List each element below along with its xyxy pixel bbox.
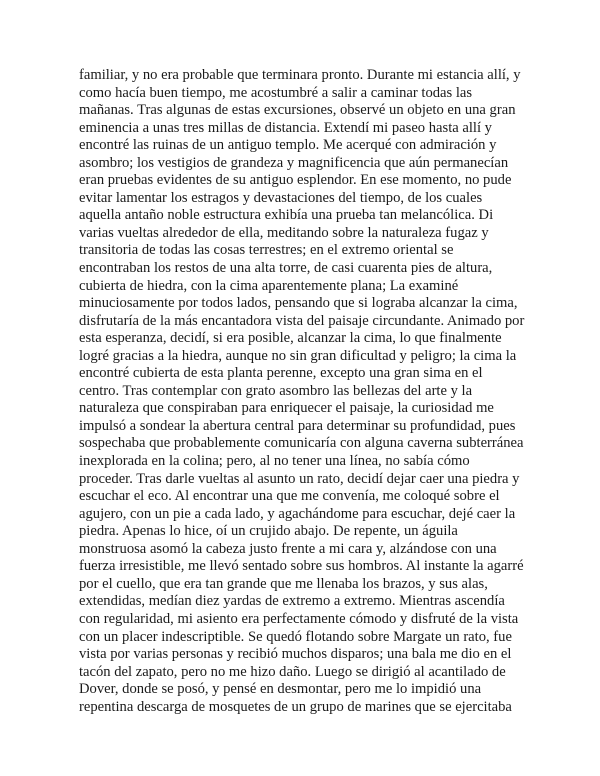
text-line: con regularidad, mi asiento era perfectamente cómodo y disfruté de la vista	[79, 610, 519, 627]
text-line: encontré las ruinas de un antiguo templo. Me acerqué con admiración y	[79, 137, 497, 154]
text-line: agujero, con un pie a cada lado, y agachándome para escuchar, dejé caer la	[79, 505, 516, 522]
text-line: naturaleza que conspiraban para enriquecer el paisaje, la curiosidad me	[79, 400, 494, 417]
text-line: logré gracias a la hiedra, aunque no sin gran dificultad y peligro; la cima la	[79, 347, 517, 364]
text-line: mañanas. Tras algunas de estas excursiones, observé un objeto en una gran	[79, 102, 516, 119]
text-line: por el cuello, que era tan grande que me llenaba los brazos, y sus alas,	[79, 575, 488, 592]
text-line: tacón del zapato, pero no me hizo daño. Luego se dirigió al acantilado de	[79, 663, 506, 680]
text-line: aquella antaño noble estructura exhibía una prueba tan melancólica. Di	[79, 207, 494, 224]
text-line: eran pruebas evidentes de su antiguo esplendor. En ese momento, no pude	[79, 172, 512, 189]
text-line: familiar, y no era probable que terminara pronto. Durante mi estancia allí, y	[79, 67, 521, 83]
text-line: centro. Tras contemplar con grato asombro las bellezas del arte y la	[79, 382, 473, 399]
text-line: encontré cubierta de esta planta perenne, excepto una gran sima en el	[79, 365, 483, 382]
body-text	[79, 67, 529, 716]
text-line: minuciosamente por todos lados, pensando que si lograba alcanzar la cima,	[79, 295, 518, 312]
text-line: impulsó a sondear la abertura central para determinar su profundidad, pues	[79, 417, 516, 434]
text-line: repentina descarga de mosquetes de un grupo de marines que se ejercitaba	[79, 698, 512, 715]
text-line: asombro; los vestigios de grandeza y magnificencia que aún permanecían	[79, 154, 509, 171]
text-line: monstruosa asomó la cabeza justo frente a mi cara y, alzándose con una	[79, 540, 497, 557]
text-line: proceder. Tras darle vueltas al asunto un rato, decidí dejar caer una piedra y	[79, 470, 520, 487]
text-line: sospechaba que probablemente comunicaría con alguna caverna subterránea	[79, 435, 524, 452]
text-line: Dover, donde se posó, y pensé en desmontar, pero me lo impidió una	[79, 681, 482, 698]
text-line: vista por varias personas y recibió muchos disparos; una bala me dio en el	[79, 646, 512, 663]
text-line: disfrutaría de la más encantadora vista del paisaje circundante. Animado por	[79, 312, 525, 329]
text-line: piedra. Apenas lo hice, oí un crujido abajo. De repente, un águila	[79, 523, 458, 540]
text-line: eminencia a unas tres millas de distancia. Extendí mi paseo hasta allí y	[79, 119, 492, 136]
text-line: evitar lamentar los estragos y devastaciones del tiempo, de los cuales	[79, 189, 483, 206]
text-line: extendidas, medían diez yardas de extremo a extremo. Mientras ascendía	[79, 593, 505, 610]
text-line: inexplorada en la colina; pero, al no tener una línea, no sabía cómo	[79, 453, 470, 470]
text-line: esta esperanza, decidí, si era posible, alcanzar la cima, lo que finalmente	[79, 330, 502, 347]
text-line: con un placer indescriptible. Se quedó flotando sobre Margate un rato, fue	[79, 628, 512, 645]
text-line: fuerza irresistible, me llevó sentado sobre sus hombros. Al instante la agarré	[79, 558, 524, 575]
text-line: escuchar el eco. Al encontrar una que me convenía, me coloqué sobre el	[79, 488, 500, 505]
text-line: como hacía buen tiempo, me acostumbré a salir a caminar todas las	[79, 84, 473, 101]
text-line: cubierta de hiedra, con la cima aparentemente plana; La examiné	[79, 277, 459, 294]
text-line: encontraban los restos de una alta torre, de casi cuarenta pies de altura,	[79, 260, 493, 277]
text-line: varias vueltas alrededor de ella, meditando sobre la naturaleza fugaz y	[79, 224, 489, 241]
text-line: transitoria de todas las cosas terrestres; en el extremo oriental se	[79, 242, 454, 259]
